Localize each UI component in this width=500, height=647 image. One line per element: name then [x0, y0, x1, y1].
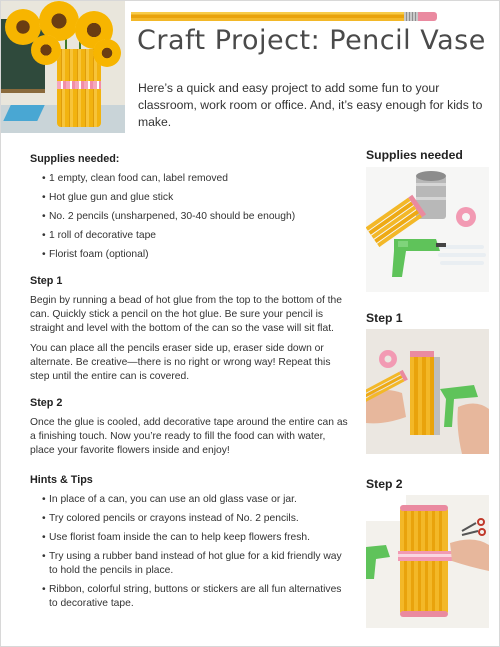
step1-paragraph: You can place all the pencils eraser side up, eraser side down or alternate. Be creative—there is no right or wrong way! Repeat this step until the entire can is covered.: [30, 343, 331, 382]
step1-photo-illustration: [366, 329, 489, 454]
list-item: • Florist foam (optional): [42, 248, 352, 262]
list-item: • Hot glue gun and glue stick: [42, 191, 352, 205]
hints-heading: Hints & Tips: [30, 474, 93, 486]
list-item: • Ribbon, colorful string, buttons or stickers are all fun alternatives to decorative tape.: [42, 583, 352, 611]
supplies-section: [30, 152, 352, 267]
page-title: Craft Project: Pencil Vase: [137, 25, 486, 56]
hints-section: [30, 473, 352, 616]
step2-paragraph: Once the glue is cooled, add decorative tape around the entire can as a finishing touch. Now you’re ready to fill the food can with water, place your favorite flowers inside and enjoy!: [30, 417, 348, 456]
pencil-eraser: [418, 12, 437, 21]
sunflower-icon: [31, 35, 61, 65]
step1-section: [30, 274, 352, 390]
intro-text: Here’s a quick and easy project to add some fun to your classroom, work room or office. And, it’s easy enough for kids to make.: [138, 81, 483, 129]
sunflower-icon: [93, 39, 121, 67]
step1-paragraph: Begin by running a bead of hot glue from the top to the bottom of the can. Quickly stick a pencil on the hot glue. Be sure your pencil is straight and level with the bottom of the can so the vase will sit flat.: [30, 295, 342, 334]
photo-decorative-tape: [57, 81, 101, 89]
step1-photo: [366, 329, 489, 454]
pencil-body: [131, 12, 404, 21]
photo-label-supplies: Supplies needed: [366, 148, 463, 162]
list-item: • Try colored pencils or crayons instead of No. 2 pencils.: [42, 512, 352, 526]
pencil-ferrule: [404, 12, 418, 21]
step2-heading: Step 2: [30, 397, 63, 409]
list-item: • Try using a rubber band instead of hot glue for a kid friendly way to hold the pencils in place.: [42, 550, 352, 578]
supplies-photo: [366, 167, 489, 292]
step2-photo-illustration: [366, 495, 489, 628]
list-item: • 1 empty, clean food can, label removed: [42, 172, 352, 186]
supplies-heading: Supplies needed:: [30, 153, 120, 165]
step2-section: [30, 396, 352, 464]
supplies-photo-illustration: [366, 167, 489, 292]
list-item: • No. 2 pencils (unsharpened, 30-40 should be enough): [42, 210, 352, 224]
hints-list: [30, 493, 352, 611]
list-item: • 1 roll of decorative tape: [42, 229, 352, 243]
list-item: • Use florist foam inside the can to help keep flowers fresh.: [42, 531, 352, 545]
supplies-list: [30, 172, 352, 262]
step2-photo: [366, 495, 489, 628]
list-item: • In place of a can, you can use an old glass vase or jar.: [42, 493, 352, 507]
pencil-graphic: [131, 12, 437, 21]
step1-heading: Step 1: [30, 275, 63, 287]
photo-label-step2: Step 2: [366, 477, 403, 491]
photo-label-step1: Step 1: [366, 311, 403, 325]
hero-photo-pencil-vase: [1, 1, 125, 133]
